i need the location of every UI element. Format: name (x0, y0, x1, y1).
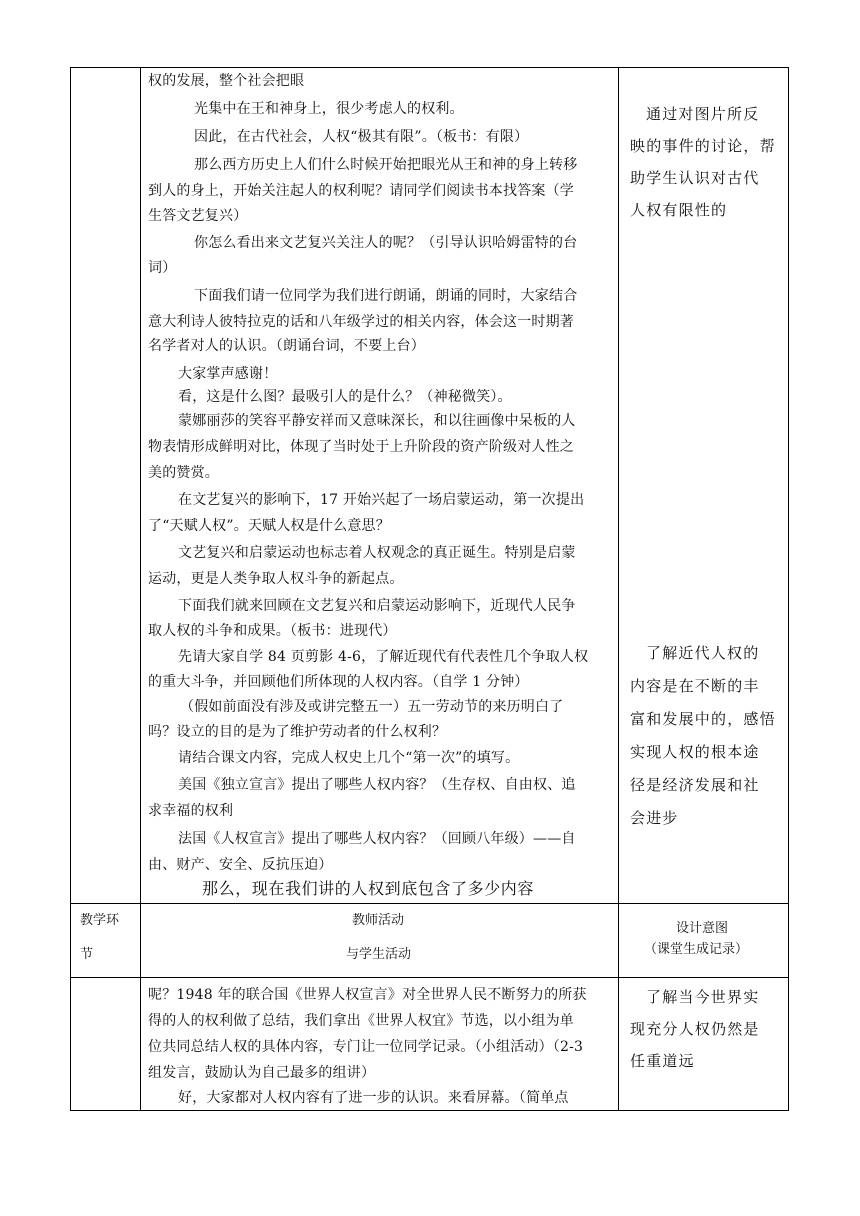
text-line: 吗？设立的目的是为了维护劳动者的什么权利？ (148, 724, 447, 740)
table-right-border (788, 67, 789, 1111)
note-line: 会进步 (630, 809, 679, 827)
note-line: 了解当今世界实 (646, 988, 760, 1006)
text-line: 由、财产、安全、反抗压迫） (148, 857, 333, 873)
header-teaching-stage: 教学环 (80, 913, 120, 928)
text-line: 下面我们就来回顾在文艺复兴和启蒙运动影响下，近现代人民争 (178, 598, 576, 614)
note-line: 了解近代人权的 (646, 644, 760, 662)
text-line: 因此，在古代社会，人权“极其有限”。（板书：有限） (194, 129, 529, 145)
text-line: 运动，更是人类争取人权斗争的新起点。 (148, 571, 404, 587)
text-line: （假如前面没有涉及或讲完整五一）五一劳动节的来历明白了 (180, 699, 564, 715)
text-line: 组发言，鼓励认为自己最多的组讲） (148, 1065, 376, 1081)
text-line: 在文艺复兴的影响下，17 开始兴起了一场启蒙运动，第一次提出 (178, 492, 585, 508)
text-line: 文艺复兴和启蒙运动也标志着人权观念的真正诞生。特别是启蒙 (178, 545, 576, 561)
note-line: 任重道远 (630, 1052, 695, 1070)
text-line: 先请大家自学 84 页剪影 4-6，了解近现代有代表性几个争取人权 (178, 649, 589, 665)
table-top-border (70, 67, 789, 68)
text-line: 下面我们请一位同学为我们进行朗诵，朗诵的同时，大家结合 (194, 288, 578, 304)
text-line: 了“天赋人权”。天赋人权是什么意思？ (148, 518, 390, 534)
table-left-border (70, 67, 71, 1111)
text-line: 请结合课文内容，完成人权史上几个“第一次”的填写。 (178, 750, 520, 766)
text-line: 意大利诗人彼特拉克的话和八年级学过的相关内容，体会这一时期著 (148, 314, 574, 330)
text-line: 美的赞赏。 (148, 465, 219, 481)
text-line: 你怎么看出来文艺复兴关注人的呢？（引导认识哈姆雷特的台 (194, 235, 578, 251)
text-line: 取人权的斗争和成果。（板书：进现代） (148, 623, 397, 639)
table-bottom-border (70, 1110, 789, 1111)
text-line: 好，大家都对人权内容有了进一步的认识。来看屏幕。（简单点 (178, 1090, 569, 1106)
text-line: 到人的身上，开始关注起人的权利呢？请同学们阅读书本找答案（学 (148, 183, 574, 199)
note-line: 现充分人权仍然是 (630, 1020, 760, 1038)
header-design-intent: 设计意图 (676, 921, 729, 936)
text-line: 物表情形成鲜明对比，体现了当时处于上升阶段的资产阶级对人性之 (148, 439, 574, 455)
header-student-activity: 与学生活动 (346, 947, 412, 962)
note-line: 人权有限性的 (630, 201, 728, 219)
text-line: 蒙娜丽莎的笑容平静安祥而又意味深长，和以往画像中呆板的人 (178, 413, 576, 429)
column-divider-1 (140, 67, 141, 1111)
header-bottom-border (70, 977, 789, 978)
header-class-record: （课堂生成记录） (644, 942, 749, 957)
note-line: 助学生认识对古代 (630, 169, 760, 187)
note-line: 通过对图片所反 (646, 105, 760, 123)
text-line: 词） (148, 260, 177, 276)
text-line: 的重大斗争，并回顾他们所体现的人权内容。（自学 1 分钟） (148, 674, 529, 690)
text-line: 位共同总结人权的具体内容，专门让一位同学记录。（小组活动）（2-3 (148, 1039, 584, 1055)
header-teacher-activity: 教师活动 (352, 913, 405, 928)
text-line: 看，这是什么图？最吸引人的是什么？（神秘微笑）。 (178, 389, 512, 405)
text-line: 求幸福的权利 (148, 803, 234, 819)
note-line: 径是经济发展和社 (630, 776, 760, 794)
text-line: 法国《人权宣言》提出了哪些人权内容？（回顾八年级）——自 (178, 831, 576, 847)
note-line: 映的事件的讨论，帮 (630, 137, 776, 155)
header-top-border (70, 903, 789, 904)
text-line: 光集中在王和神身上，很少考虑人的权利。 (194, 101, 464, 117)
text-line: 那么，现在我们讲的人权到底包含了多少内容 (202, 879, 535, 898)
text-line: 名学者对人的认识。（朗诵台词，不要上台） (148, 338, 425, 354)
text-line: 呢？1948 年的联合国《世界人权宣言》对全世界人民不断努力的所获 (148, 987, 587, 1003)
text-line: 得的人的权利做了总结，我们拿出《世界人权宜》节选，以小组为单 (148, 1013, 574, 1029)
text-line: 美国《独立宣言》提出了哪些人权内容？（生存权、自由权、追 (178, 777, 576, 793)
text-line: 那么西方历史上人们什么时候开始把眼光从王和神的身上转移 (194, 157, 578, 173)
note-line: 富和发展中的，感悟 (630, 710, 776, 728)
text-line: 大家掌声感谢！ (178, 366, 278, 382)
note-line: 内容是在不断的丰 (630, 677, 760, 695)
note-line: 实现人权的根本途 (630, 743, 760, 761)
text-line: 生答文艺复兴） (148, 208, 248, 224)
column-divider-2 (618, 67, 619, 1111)
header-teaching-stage: 节 (80, 947, 94, 962)
text-line: 权的发展，整个社会把眼 (148, 73, 305, 89)
